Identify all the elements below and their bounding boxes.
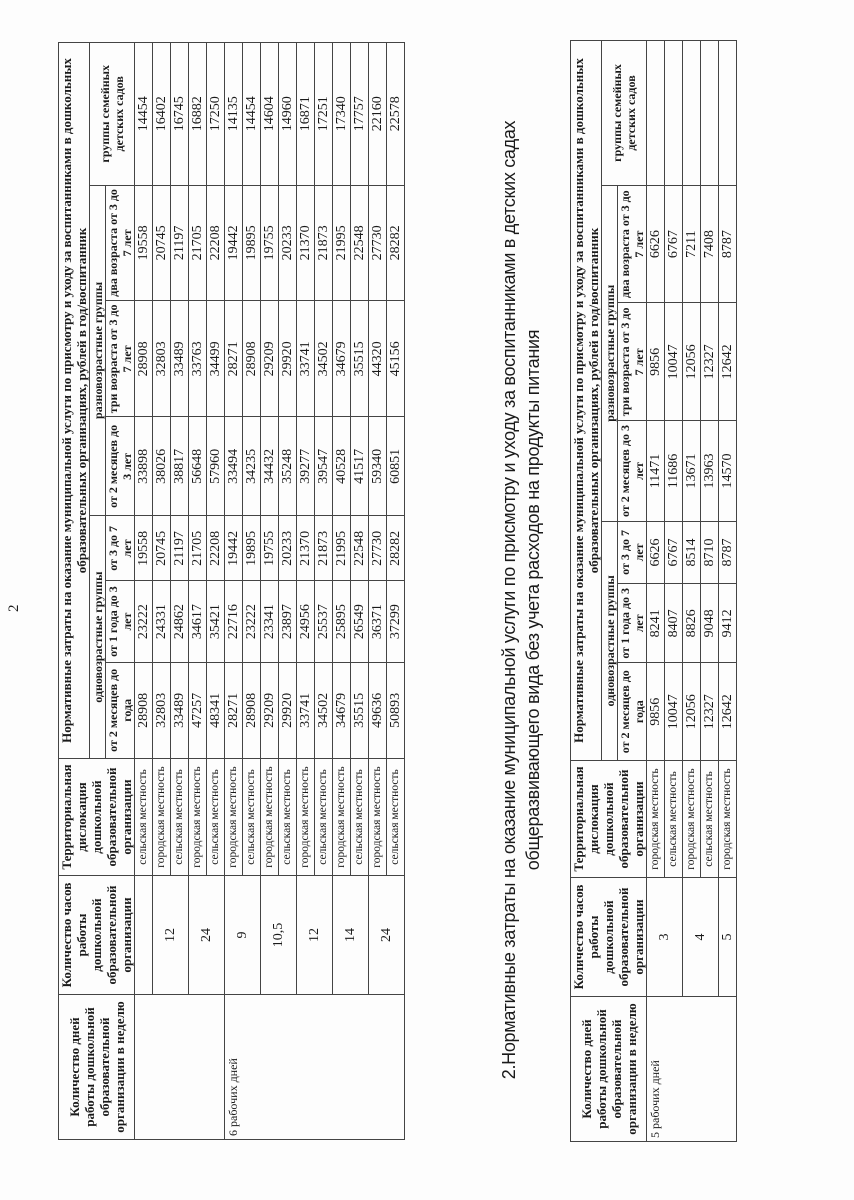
cell-value: 37299	[387, 581, 405, 662]
cell-hours: 14	[333, 876, 369, 995]
cell-value: 22208	[207, 185, 225, 301]
cell-value: 19558	[135, 516, 153, 581]
cell-value: 17340	[333, 43, 351, 186]
cell-value: 22548	[351, 516, 369, 581]
cell-value: 9856	[647, 663, 665, 761]
table-row	[225, 43, 243, 1140]
cell-value: 25537	[315, 581, 333, 662]
cell-value: 8787	[719, 521, 737, 584]
header-same-age-groups: одновозрастные группы	[90, 516, 106, 759]
header-col-3y-7y: от 3 до 7 лет	[106, 516, 135, 581]
cell-location: городская местность	[719, 761, 737, 878]
cell-value: 14135	[225, 43, 243, 186]
cell-value: 34617	[189, 581, 207, 662]
header-hours: Количество часов работы дошкольной образовательной организации	[59, 876, 135, 995]
cell-value: 59340	[369, 417, 387, 516]
cell-value: 13963	[701, 421, 719, 521]
cell-value: 24956	[297, 581, 315, 662]
cell-value: 22160	[369, 43, 387, 186]
cell-value: 28908	[243, 662, 261, 758]
cell-value: 23222	[243, 581, 261, 662]
cell-value: 10047	[665, 663, 683, 761]
header-col-1y-3y: от 1 года до 3 лет	[618, 584, 647, 663]
cell-value: 34679	[333, 662, 351, 758]
cell-value: 33494	[225, 417, 243, 516]
cell-value: 39277	[297, 417, 315, 516]
cell-value: 60851	[387, 417, 405, 516]
cell-value: 20233	[279, 516, 297, 581]
cell-value: 34679	[333, 301, 351, 417]
cell-location: сельская местность	[665, 761, 683, 878]
table-row	[261, 43, 279, 1140]
cell-value: 44320	[369, 301, 387, 417]
cell-value: 41517	[351, 417, 369, 516]
cell-value: 12327	[701, 663, 719, 761]
cell-value: 12056	[683, 663, 701, 761]
cell-value: 22208	[207, 516, 225, 581]
cell-value: 21370	[297, 516, 315, 581]
header-days: Количество дней работы дошкольной образовательной организации в неделю	[571, 997, 647, 1142]
cell-value: 34502	[315, 662, 333, 758]
cell-value: 21370	[297, 185, 315, 301]
cell-value: 23897	[279, 581, 297, 662]
cost-table-1	[58, 42, 405, 1140]
cell-value: 24331	[153, 581, 171, 662]
cell-value: 35248	[279, 417, 297, 516]
cell-value: 50893	[387, 662, 405, 758]
table-row	[135, 43, 153, 1140]
table-row	[189, 43, 207, 1140]
cell-value: 21197	[171, 185, 189, 301]
cell-value: 33898	[135, 417, 153, 516]
header-family-groups: группы семейных детских садов	[90, 43, 135, 186]
cost-table-2	[570, 40, 737, 1142]
cell-value: 8710	[701, 521, 719, 584]
header-col-three-ages: три возраста от 3 до 7 лет	[618, 303, 647, 421]
cell-value: 27730	[369, 185, 387, 301]
cell-value: 32803	[153, 662, 171, 758]
cell-value: 10047	[665, 303, 683, 421]
cell-value: 21873	[315, 516, 333, 581]
cell-value: 28908	[135, 662, 153, 758]
cell-value: 34499	[207, 301, 225, 417]
table-row	[297, 43, 315, 1140]
cell-value: 38817	[171, 417, 189, 516]
cell-value: 19755	[261, 185, 279, 301]
header-location: Территориальная дислокация дошкольной образовательной организации	[571, 761, 647, 878]
cell-value: 14604	[261, 43, 279, 186]
cell-value: 29209	[261, 301, 279, 417]
cell-value: 32803	[153, 301, 171, 417]
table-row	[153, 43, 171, 1140]
cell-value: 36371	[369, 581, 387, 662]
cell-location: городская местность	[261, 759, 279, 876]
cell-value: 19755	[261, 516, 279, 581]
cell-location: сельская местность	[243, 759, 261, 876]
cell-value: 8514	[683, 521, 701, 584]
header-family-groups: группы семейных детских садов	[602, 41, 647, 186]
header-hours: Количество часов работы дошкольной образовательной организации	[571, 878, 647, 997]
cell-days: 6 рабочих дней	[225, 995, 405, 1140]
cell-value	[647, 41, 665, 186]
cell-value: 16745	[171, 43, 189, 186]
cell-location: городская местность	[647, 761, 665, 878]
header-col-1y-3y: от 1 года до 3 лет	[106, 581, 135, 662]
cell-value: 28282	[387, 516, 405, 581]
cell-hours: 24	[369, 876, 405, 995]
cell-value	[701, 41, 719, 186]
header-mixed-age-groups: разновозрастные группы	[602, 185, 618, 521]
cell-location: сельская местность	[315, 759, 333, 876]
cell-value: 14570	[719, 421, 737, 521]
header-col-two-ages: два возраста от 3 до 7 лет	[618, 185, 647, 302]
cell-value: 14454	[135, 43, 153, 186]
cell-value: 7408	[701, 185, 719, 302]
cell-location: сельская местность	[135, 759, 153, 876]
header-col-three-ages: три возраста от 3 до 7 лет	[106, 301, 135, 417]
cell-value: 25895	[333, 581, 351, 662]
cell-value: 22716	[225, 581, 243, 662]
header-col-2m-3y: от 2 месяцев до 3 лет	[618, 421, 647, 521]
cell-value	[683, 41, 701, 186]
cell-location: городская местность	[153, 759, 171, 876]
cell-location: городская местность	[225, 759, 243, 876]
cell-value: 56648	[189, 417, 207, 516]
cell-value: 9412	[719, 584, 737, 663]
cell-value: 13671	[683, 421, 701, 521]
cell-value: 35421	[207, 581, 225, 662]
cell-value: 28271	[225, 301, 243, 417]
cell-value: 19895	[243, 516, 261, 581]
header-location: Территориальная дислокация дошкольной образовательной организации	[59, 759, 135, 876]
cell-value: 19895	[243, 185, 261, 301]
cell-location: городская местность	[297, 759, 315, 876]
cell-value: 12642	[719, 303, 737, 421]
cell-value: 8241	[647, 584, 665, 663]
cell-value: 22578	[387, 43, 405, 186]
cell-value: 8407	[665, 584, 683, 663]
cell-value: 24862	[171, 581, 189, 662]
cell-value: 16882	[189, 43, 207, 186]
cell-value: 20233	[279, 185, 297, 301]
cell-value: 45156	[387, 301, 405, 417]
cell-value: 22548	[351, 185, 369, 301]
header-col-2m-3y: от 2 месяцев до 3 лет	[106, 417, 135, 516]
cell-value: 33763	[189, 301, 207, 417]
cell-value	[719, 41, 737, 186]
cell-value: 35515	[351, 662, 369, 758]
cell-days: 5 рабочих дней	[647, 997, 737, 1142]
table-row	[719, 41, 737, 1142]
cell-value: 28282	[387, 185, 405, 301]
cell-value: 35515	[351, 301, 369, 417]
cell-location: городская местность	[189, 759, 207, 876]
cell-value: 11686	[665, 421, 683, 521]
cell-value: 23222	[135, 581, 153, 662]
cell-location: городская местность	[333, 759, 351, 876]
cell-location: сельская местность	[171, 759, 189, 876]
cell-value: 38026	[153, 417, 171, 516]
cell-value: 14454	[243, 43, 261, 186]
cell-value: 21705	[189, 516, 207, 581]
cell-value: 8826	[683, 584, 701, 663]
cell-value: 21995	[333, 185, 351, 301]
cell-value: 34502	[315, 301, 333, 417]
cell-value: 34235	[243, 417, 261, 516]
cell-value: 39547	[315, 417, 333, 516]
cell-value: 7211	[683, 185, 701, 302]
cell-value: 23341	[261, 581, 279, 662]
cell-value: 33741	[297, 301, 315, 417]
cell-value: 28271	[225, 662, 243, 758]
cell-hours: 3	[647, 878, 683, 997]
cell-value: 9856	[647, 303, 665, 421]
cell-value: 19442	[225, 516, 243, 581]
cell-location: сельская местность	[387, 759, 405, 876]
table-row	[683, 41, 701, 1142]
cell-value: 6767	[665, 185, 683, 302]
table-row	[369, 43, 387, 1140]
cell-hours	[135, 876, 153, 995]
cell-value: 47257	[189, 662, 207, 758]
cell-hours: 10,5	[261, 876, 297, 995]
cell-location: сельская местность	[351, 759, 369, 876]
cell-value: 49636	[369, 662, 387, 758]
cell-value: 28908	[135, 301, 153, 417]
header-col-2m-1y: от 2 месяцев до года	[106, 662, 135, 758]
cell-value: 19442	[225, 185, 243, 301]
cell-hours: 24	[189, 876, 225, 995]
cell-value: 17251	[315, 43, 333, 186]
cell-hours: 4	[683, 878, 719, 997]
cell-value: 16402	[153, 43, 171, 186]
cell-value: 28908	[243, 301, 261, 417]
cell-value: 21873	[315, 185, 333, 301]
header-costs-title: Нормативные затраты на оказание муниципальной услуги по присмотру и уходу за воспитанниками в дошкольных образовательных организациях, рублей в год/воспитанник	[59, 43, 90, 759]
cell-value: 34432	[261, 417, 279, 516]
cell-value: 33741	[297, 662, 315, 758]
cell-value: 20745	[153, 516, 171, 581]
header-mixed-age-groups: разновозрастные группы	[90, 185, 106, 516]
cell-value: 21705	[189, 185, 207, 301]
header-col-2m-1y: от 2 месяцев до года	[618, 663, 647, 761]
cell-days	[135, 995, 225, 1140]
cell-value: 33489	[171, 662, 189, 758]
cell-value: 17757	[351, 43, 369, 186]
cell-value: 19558	[135, 185, 153, 301]
cell-value: 6626	[647, 185, 665, 302]
cell-value: 48341	[207, 662, 225, 758]
header-col-3y-7y: от 3 до 7 лет	[618, 521, 647, 584]
page-number: 2	[6, 604, 22, 612]
cell-hours: 5	[719, 878, 737, 997]
cell-value: 6767	[665, 521, 683, 584]
cell-value: 11471	[647, 421, 665, 521]
cell-value: 16871	[297, 43, 315, 186]
cell-location: городская местность	[369, 759, 387, 876]
cell-location: сельская местность	[207, 759, 225, 876]
table-row	[647, 41, 665, 1142]
cell-value: 12056	[683, 303, 701, 421]
header-same-age-groups: одновозрастные группы	[602, 521, 618, 760]
cell-location: сельская местность	[279, 759, 297, 876]
cell-value: 12327	[701, 303, 719, 421]
cell-value: 14960	[279, 43, 297, 186]
table-row	[333, 43, 351, 1140]
cell-location: сельская местность	[701, 761, 719, 878]
section-2-title: 2.Нормативные затраты на оказание муниципальной услуги по присмотру и уходу за воспитанниками в детских садах общеразвивающего вида без учета расходов на продукты питания	[499, 120, 543, 1080]
cell-value: 29209	[261, 662, 279, 758]
cell-value: 6626	[647, 521, 665, 584]
cell-hours: 12	[153, 876, 189, 995]
cell-value: 9048	[701, 584, 719, 663]
cell-value: 26549	[351, 581, 369, 662]
cell-value: 17250	[207, 43, 225, 186]
cell-value: 29920	[279, 662, 297, 758]
cell-value	[665, 41, 683, 186]
cell-value: 12642	[719, 663, 737, 761]
header-col-two-ages: два возраста от 3 до 7 лет	[106, 185, 135, 301]
cell-value: 29920	[279, 301, 297, 417]
cell-value: 33489	[171, 301, 189, 417]
cell-value: 8787	[719, 185, 737, 302]
header-days: Количество дней работы дошкольной образовательной организации в неделю	[59, 995, 135, 1140]
cell-value: 20745	[153, 185, 171, 301]
cell-value: 40528	[333, 417, 351, 516]
cell-hours: 12	[297, 876, 333, 995]
cell-value: 27730	[369, 516, 387, 581]
cell-hours: 9	[225, 876, 261, 995]
cell-value: 21995	[333, 516, 351, 581]
cell-value: 21197	[171, 516, 189, 581]
cell-location: городская местность	[683, 761, 701, 878]
header-costs-title: Нормативные затраты на оказание муниципальной услуги по присмотру и уходу за воспитанниками в дошкольных образовательных организациях, рублей в год/воспитанник	[571, 41, 602, 761]
cell-value: 57960	[207, 417, 225, 516]
